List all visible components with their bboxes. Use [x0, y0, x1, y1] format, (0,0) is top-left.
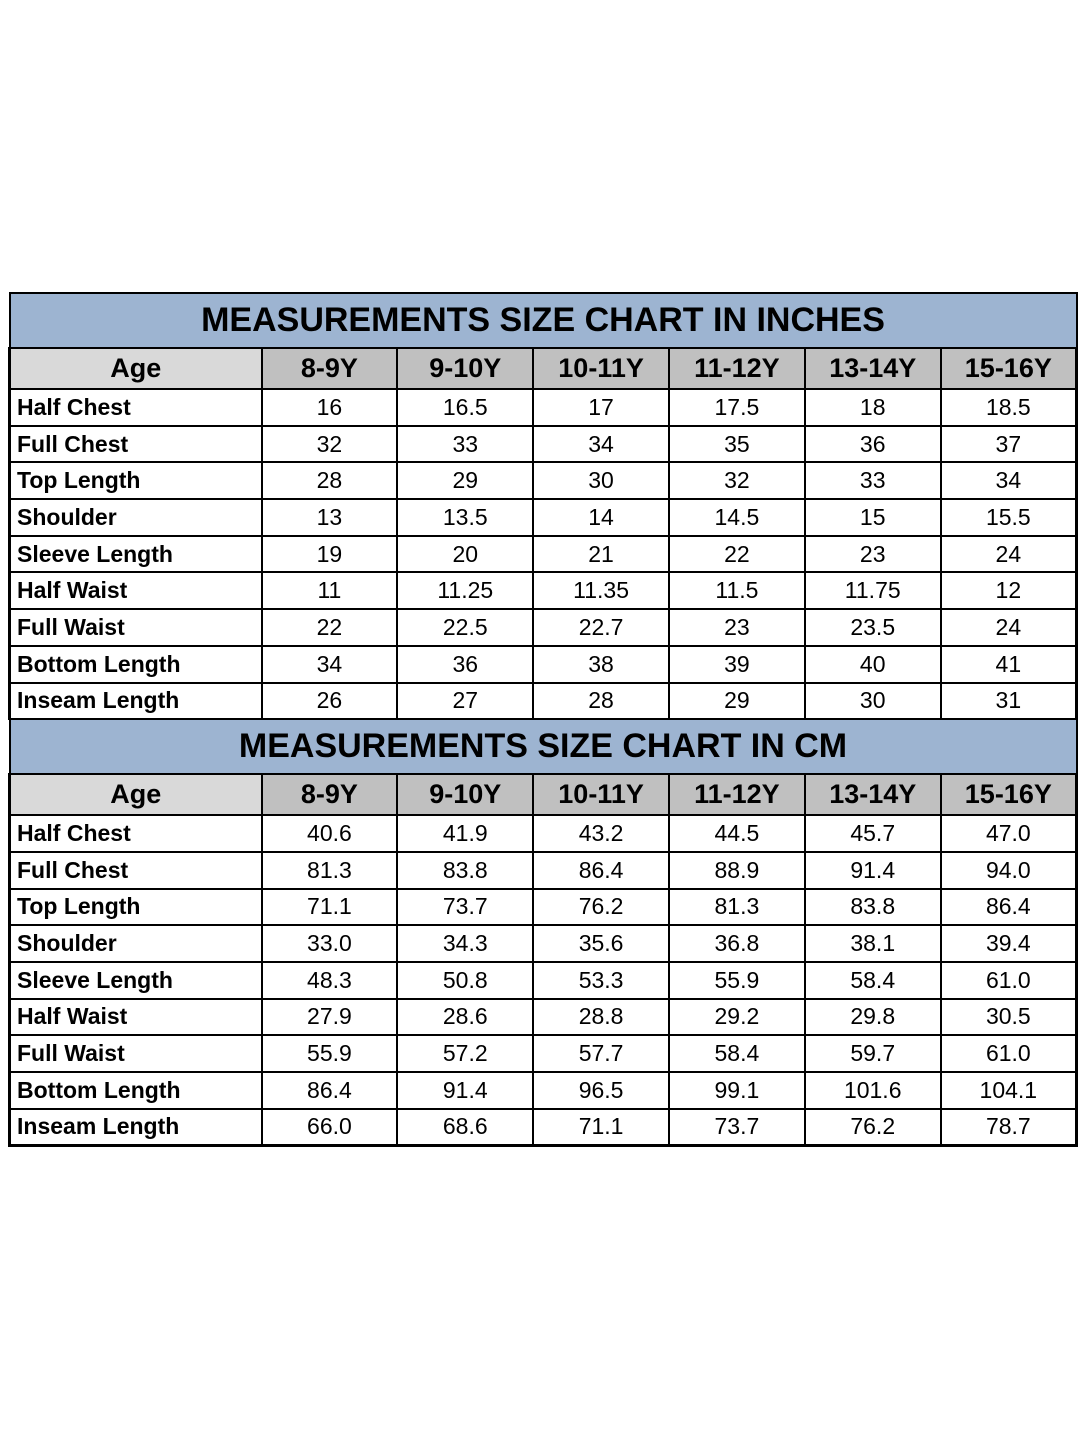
- measurement-cell: 76.2: [533, 889, 669, 926]
- cm-age-header: Age: [10, 774, 262, 815]
- measurement-cell: 55.9: [669, 962, 805, 999]
- measurement-cell: 41: [941, 646, 1077, 683]
- measurement-cell: 22: [669, 536, 805, 573]
- measurement-cell: 81.3: [669, 889, 805, 926]
- table-row: [10, 815, 1077, 852]
- measurement-cell: 23.5: [805, 609, 941, 646]
- measurement-cell: 29.2: [669, 999, 805, 1036]
- measurement-cell: 86.4: [262, 1072, 398, 1109]
- measurement-cell: 68.6: [397, 1109, 533, 1146]
- table-row: [10, 426, 1077, 463]
- size-chart-table: [8, 292, 1078, 1147]
- measurement-cell: 22.5: [397, 609, 533, 646]
- measurement-cell: 39.4: [941, 925, 1077, 962]
- measurement-cell: 11.75: [805, 572, 941, 609]
- measurement-cell: 21: [533, 536, 669, 573]
- measurement-cell: 83.8: [805, 889, 941, 926]
- measurement-cell: 86.4: [941, 889, 1077, 926]
- table-row: [10, 925, 1077, 962]
- measurement-cell: 91.4: [805, 852, 941, 889]
- measurement-cell: 16.5: [397, 389, 533, 426]
- size-chart-sheet: [8, 292, 1075, 1147]
- measurement-cell: 11.25: [397, 572, 533, 609]
- table-row: [10, 1109, 1077, 1146]
- measurement-cell: 61.0: [941, 962, 1077, 999]
- inches-header-row: [10, 348, 1077, 389]
- measurement-cell: 22.7: [533, 609, 669, 646]
- measurement-cell: 36: [805, 426, 941, 463]
- measurement-cell: 41.9: [397, 815, 533, 852]
- cm-size-header: 10-11Y: [533, 774, 669, 815]
- inches-size-header: 11-12Y: [669, 348, 805, 389]
- measurement-cell: 91.4: [397, 1072, 533, 1109]
- measurement-cell: 94.0: [941, 852, 1077, 889]
- measurement-cell: 50.8: [397, 962, 533, 999]
- measurement-cell: 24: [941, 536, 1077, 573]
- row-label: Shoulder: [10, 499, 262, 536]
- row-label: Top Length: [10, 462, 262, 499]
- measurement-cell: 83.8: [397, 852, 533, 889]
- cm-title-row: [10, 719, 1077, 774]
- table-row: [10, 999, 1077, 1036]
- table-row: [10, 609, 1077, 646]
- inches-section: [10, 293, 1077, 719]
- measurement-cell: 11.35: [533, 572, 669, 609]
- table-row: [10, 1072, 1077, 1109]
- cm-size-header: 11-12Y: [669, 774, 805, 815]
- cm-size-header: 8-9Y: [262, 774, 398, 815]
- measurement-cell: 28: [533, 683, 669, 720]
- measurement-cell: 34: [262, 646, 398, 683]
- table-row: [10, 889, 1077, 926]
- measurement-cell: 12: [941, 572, 1077, 609]
- table-row: [10, 683, 1077, 720]
- row-label: Half Waist: [10, 999, 262, 1036]
- table-row: [10, 646, 1077, 683]
- measurement-cell: 28.6: [397, 999, 533, 1036]
- measurement-cell: 30: [533, 462, 669, 499]
- measurement-cell: 23: [805, 536, 941, 573]
- measurement-cell: 48.3: [262, 962, 398, 999]
- table-row: [10, 962, 1077, 999]
- row-label: Shoulder: [10, 925, 262, 962]
- measurement-cell: 101.6: [805, 1072, 941, 1109]
- measurement-cell: 39: [669, 646, 805, 683]
- measurement-cell: 57.7: [533, 1035, 669, 1072]
- measurement-cell: 14: [533, 499, 669, 536]
- measurement-cell: 23: [669, 609, 805, 646]
- measurement-cell: 34: [533, 426, 669, 463]
- row-label: Half Chest: [10, 815, 262, 852]
- measurement-cell: 32: [669, 462, 805, 499]
- measurement-cell: 61.0: [941, 1035, 1077, 1072]
- row-label: Half Chest: [10, 389, 262, 426]
- measurement-cell: 13: [262, 499, 398, 536]
- row-label: Top Length: [10, 889, 262, 926]
- row-label: Inseam Length: [10, 683, 262, 720]
- measurement-cell: 32: [262, 426, 398, 463]
- measurement-cell: 99.1: [669, 1072, 805, 1109]
- measurement-cell: 29: [669, 683, 805, 720]
- inches-chart-title: MEASUREMENTS SIZE CHART IN INCHES: [10, 293, 1077, 348]
- measurement-cell: 31: [941, 683, 1077, 720]
- measurement-cell: 13.5: [397, 499, 533, 536]
- measurement-cell: 33: [397, 426, 533, 463]
- measurement-cell: 44.5: [669, 815, 805, 852]
- measurement-cell: 11: [262, 572, 398, 609]
- cm-header-row: [10, 774, 1077, 815]
- measurement-cell: 33: [805, 462, 941, 499]
- measurement-cell: 66.0: [262, 1109, 398, 1146]
- cm-size-header: 13-14Y: [805, 774, 941, 815]
- measurement-cell: 34.3: [397, 925, 533, 962]
- row-label: Sleeve Length: [10, 962, 262, 999]
- measurement-cell: 35: [669, 426, 805, 463]
- inches-age-header: Age: [10, 348, 262, 389]
- measurement-cell: 20: [397, 536, 533, 573]
- inches-size-header: 15-16Y: [941, 348, 1077, 389]
- measurement-cell: 40.6: [262, 815, 398, 852]
- measurement-cell: 19: [262, 536, 398, 573]
- row-label: Bottom Length: [10, 1072, 262, 1109]
- measurement-cell: 26: [262, 683, 398, 720]
- measurement-cell: 27.9: [262, 999, 398, 1036]
- table-row: [10, 389, 1077, 426]
- measurement-cell: 18.5: [941, 389, 1077, 426]
- table-row: [10, 462, 1077, 499]
- measurement-cell: 58.4: [805, 962, 941, 999]
- measurement-cell: 34: [941, 462, 1077, 499]
- measurement-cell: 15.5: [941, 499, 1077, 536]
- measurement-cell: 71.1: [533, 1109, 669, 1146]
- measurement-cell: 59.7: [805, 1035, 941, 1072]
- measurement-cell: 33.0: [262, 925, 398, 962]
- measurement-cell: 22: [262, 609, 398, 646]
- measurement-cell: 17.5: [669, 389, 805, 426]
- measurement-cell: 96.5: [533, 1072, 669, 1109]
- measurement-cell: 71.1: [262, 889, 398, 926]
- measurement-cell: 17: [533, 389, 669, 426]
- inches-size-header: 9-10Y: [397, 348, 533, 389]
- measurement-cell: 30: [805, 683, 941, 720]
- measurement-cell: 37: [941, 426, 1077, 463]
- measurement-cell: 53.3: [533, 962, 669, 999]
- measurement-cell: 29.8: [805, 999, 941, 1036]
- measurement-cell: 24: [941, 609, 1077, 646]
- measurement-cell: 15: [805, 499, 941, 536]
- measurement-cell: 43.2: [533, 815, 669, 852]
- measurement-cell: 28: [262, 462, 398, 499]
- measurement-cell: 29: [397, 462, 533, 499]
- measurement-cell: 28.8: [533, 999, 669, 1036]
- measurement-cell: 88.9: [669, 852, 805, 889]
- measurement-cell: 14.5: [669, 499, 805, 536]
- row-label: Half Waist: [10, 572, 262, 609]
- table-row: [10, 536, 1077, 573]
- measurement-cell: 18: [805, 389, 941, 426]
- table-row: [10, 572, 1077, 609]
- row-label: Full Waist: [10, 1035, 262, 1072]
- measurement-cell: 30.5: [941, 999, 1077, 1036]
- row-label: Inseam Length: [10, 1109, 262, 1146]
- table-row: [10, 852, 1077, 889]
- row-label: Full Waist: [10, 609, 262, 646]
- measurement-cell: 73.7: [669, 1109, 805, 1146]
- measurement-cell: 40: [805, 646, 941, 683]
- row-label: Sleeve Length: [10, 536, 262, 573]
- measurement-cell: 47.0: [941, 815, 1077, 852]
- table-row: [10, 499, 1077, 536]
- cm-chart-title: MEASUREMENTS SIZE CHART IN CM: [10, 719, 1077, 774]
- measurement-cell: 81.3: [262, 852, 398, 889]
- inches-size-header: 10-11Y: [533, 348, 669, 389]
- measurement-cell: 58.4: [669, 1035, 805, 1072]
- measurement-cell: 27: [397, 683, 533, 720]
- measurement-cell: 35.6: [533, 925, 669, 962]
- row-label: Bottom Length: [10, 646, 262, 683]
- inches-title-row: [10, 293, 1077, 348]
- measurement-cell: 38.1: [805, 925, 941, 962]
- cm-size-header: 9-10Y: [397, 774, 533, 815]
- measurement-cell: 76.2: [805, 1109, 941, 1146]
- measurement-cell: 73.7: [397, 889, 533, 926]
- cm-size-header: 15-16Y: [941, 774, 1077, 815]
- measurement-cell: 16: [262, 389, 398, 426]
- inches-size-header: 13-14Y: [805, 348, 941, 389]
- cm-section: [10, 719, 1077, 1145]
- measurement-cell: 36: [397, 646, 533, 683]
- inches-size-header: 8-9Y: [262, 348, 398, 389]
- measurement-cell: 11.5: [669, 572, 805, 609]
- row-label: Full Chest: [10, 426, 262, 463]
- measurement-cell: 55.9: [262, 1035, 398, 1072]
- measurement-cell: 57.2: [397, 1035, 533, 1072]
- measurement-cell: 86.4: [533, 852, 669, 889]
- measurement-cell: 36.8: [669, 925, 805, 962]
- row-label: Full Chest: [10, 852, 262, 889]
- measurement-cell: 104.1: [941, 1072, 1077, 1109]
- measurement-cell: 45.7: [805, 815, 941, 852]
- measurement-cell: 38: [533, 646, 669, 683]
- measurement-cell: 78.7: [941, 1109, 1077, 1146]
- table-row: [10, 1035, 1077, 1072]
